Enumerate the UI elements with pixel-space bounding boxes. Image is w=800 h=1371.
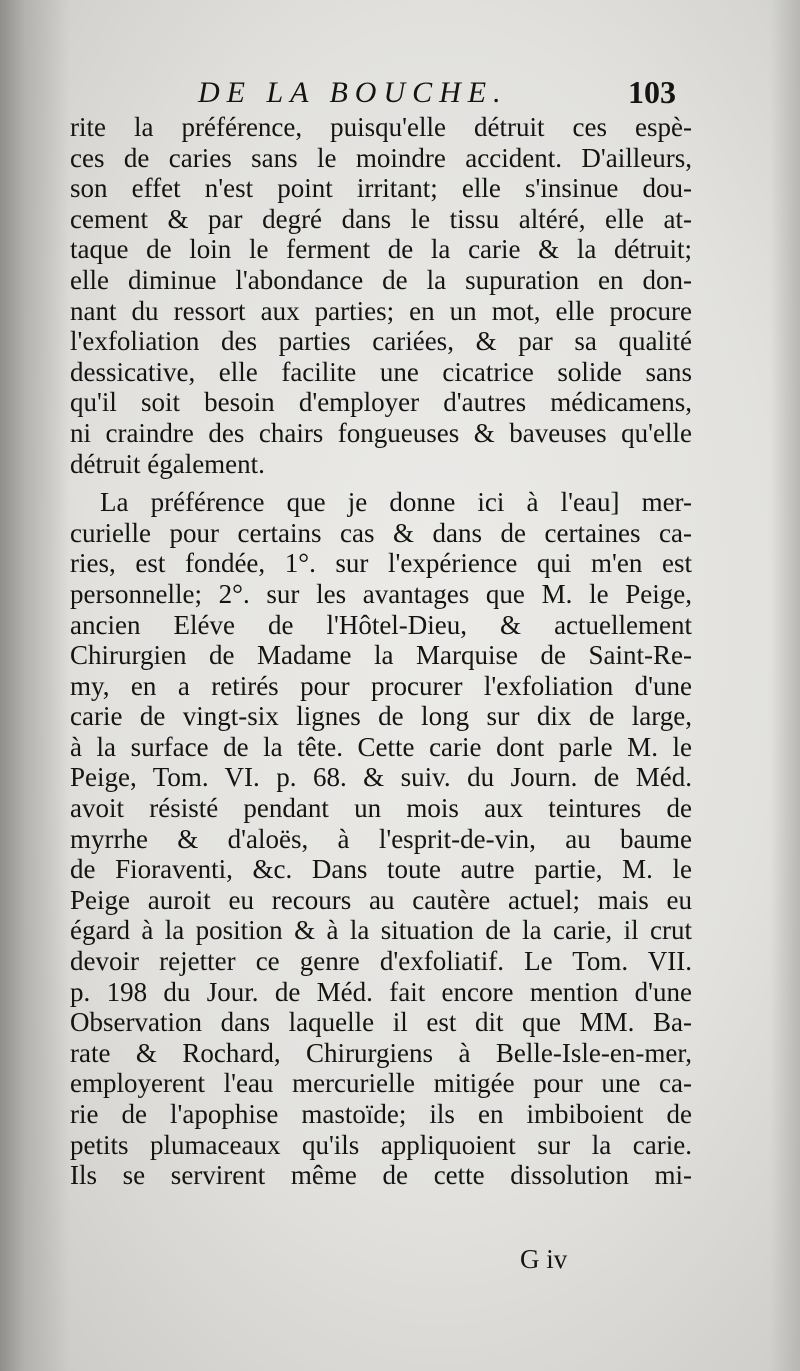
text-line: Ils se servirent même de cette dissolution mi- xyxy=(70,1160,692,1191)
text-line: p. 198 du Jour. de Méd. fait encore mention d'une xyxy=(70,976,692,1007)
signature-mark: G iv xyxy=(520,1244,568,1274)
text-line: ces de caries sans le moindre accident. D'ailleurs, xyxy=(70,142,692,173)
page-edge-shadow xyxy=(770,0,800,1371)
text-line: ni craindre des chairs fongueuses & baveuses qu'elle xyxy=(70,417,692,448)
text-line: son effet n'est point irritant; elle s'insinue dou- xyxy=(70,173,692,204)
text-line: à la surface de la tête. Cette carie dont parle M. le xyxy=(70,731,692,762)
text-line: cement & par degré dans le tissu altéré, elle at- xyxy=(70,203,692,234)
text-line: petits plumaceaux qu'ils appliquoient sur la carie. xyxy=(70,1129,692,1160)
text-line: Peige, Tom. VI. p. 68. & suiv. du Journ. de Méd. xyxy=(70,762,692,793)
paragraph-2 xyxy=(70,487,692,1191)
body-text xyxy=(70,112,692,1191)
paragraph-1 xyxy=(70,112,692,479)
text-line: La préférence que je donne ici à l'eau] mer- xyxy=(100,487,692,518)
text-line: ries, est fondée, 1°. sur l'expérience qui m'en est xyxy=(70,548,692,579)
text-line: carie de vingt-six lignes de long sur dix de large, xyxy=(70,701,692,732)
text-line: l'exfoliation des parties cariées, & par sa qualité xyxy=(70,326,692,357)
text-line: curielle pour certains cas & dans de certaines ca- xyxy=(70,517,692,548)
text-line: détruit également. xyxy=(70,448,265,479)
text-line: qu'il soit besoin d'employer d'autres médicamens, xyxy=(70,387,692,418)
text-line: myrrhe & d'aloës, à l'esprit-de-vin, au baume xyxy=(70,823,692,854)
text-line: nant du ressort aux parties; en un mot, elle procure xyxy=(70,295,692,326)
text-line: rite la préférence, puisqu'elle détruit ces espè- xyxy=(70,112,692,142)
binding-shadow xyxy=(0,0,70,1371)
running-head xyxy=(0,74,800,114)
text-line: Observation dans laquelle il est dit que MM. Ba- xyxy=(70,1007,692,1038)
text-line: dessicative, elle facilite une cicatrice solide sans xyxy=(70,356,692,387)
text-line: elle diminue l'abondance de la supuration en don- xyxy=(70,264,692,295)
text-line: my, en a retirés pour procurer l'exfoliation d'une xyxy=(70,670,692,701)
text-line: égard à la position & à la situation de la carie, il crut xyxy=(70,915,692,946)
page-number: 103 xyxy=(628,74,676,110)
text-line: personnelle; 2°. sur les avantages que M. le Peige, xyxy=(70,578,692,609)
text-line: Chirurgien de Madame la Marquise de Saint-Re- xyxy=(70,640,692,671)
running-title: DE LA BOUCHE. xyxy=(198,76,508,109)
text-line: rate & Rochard, Chirurgiens à Belle-Isle-en-mer, xyxy=(70,1037,692,1068)
text-line: rie de l'apophise mastoïde; ils en imbiboient de xyxy=(70,1099,692,1129)
text-line: taque de loin le ferment de la carie & la détruit; xyxy=(70,234,692,265)
text-line: avoit résisté pendant un mois aux teintures de xyxy=(70,793,692,824)
text-line: Peige auroit eu recours au cautère actuel; mais eu xyxy=(70,884,692,915)
text-line: devoir rejetter ce genre d'exfoliatif. Le Tom. VII. xyxy=(70,946,692,977)
text-line: employerent l'eau mercurielle mitigée pour une ca- xyxy=(70,1068,692,1099)
text-line: de Fioraventi, &c. Dans toute autre partie, M. le xyxy=(70,854,692,885)
text-line: ancien Eléve de l'Hôtel-Dieu, & actuellement xyxy=(70,609,692,640)
